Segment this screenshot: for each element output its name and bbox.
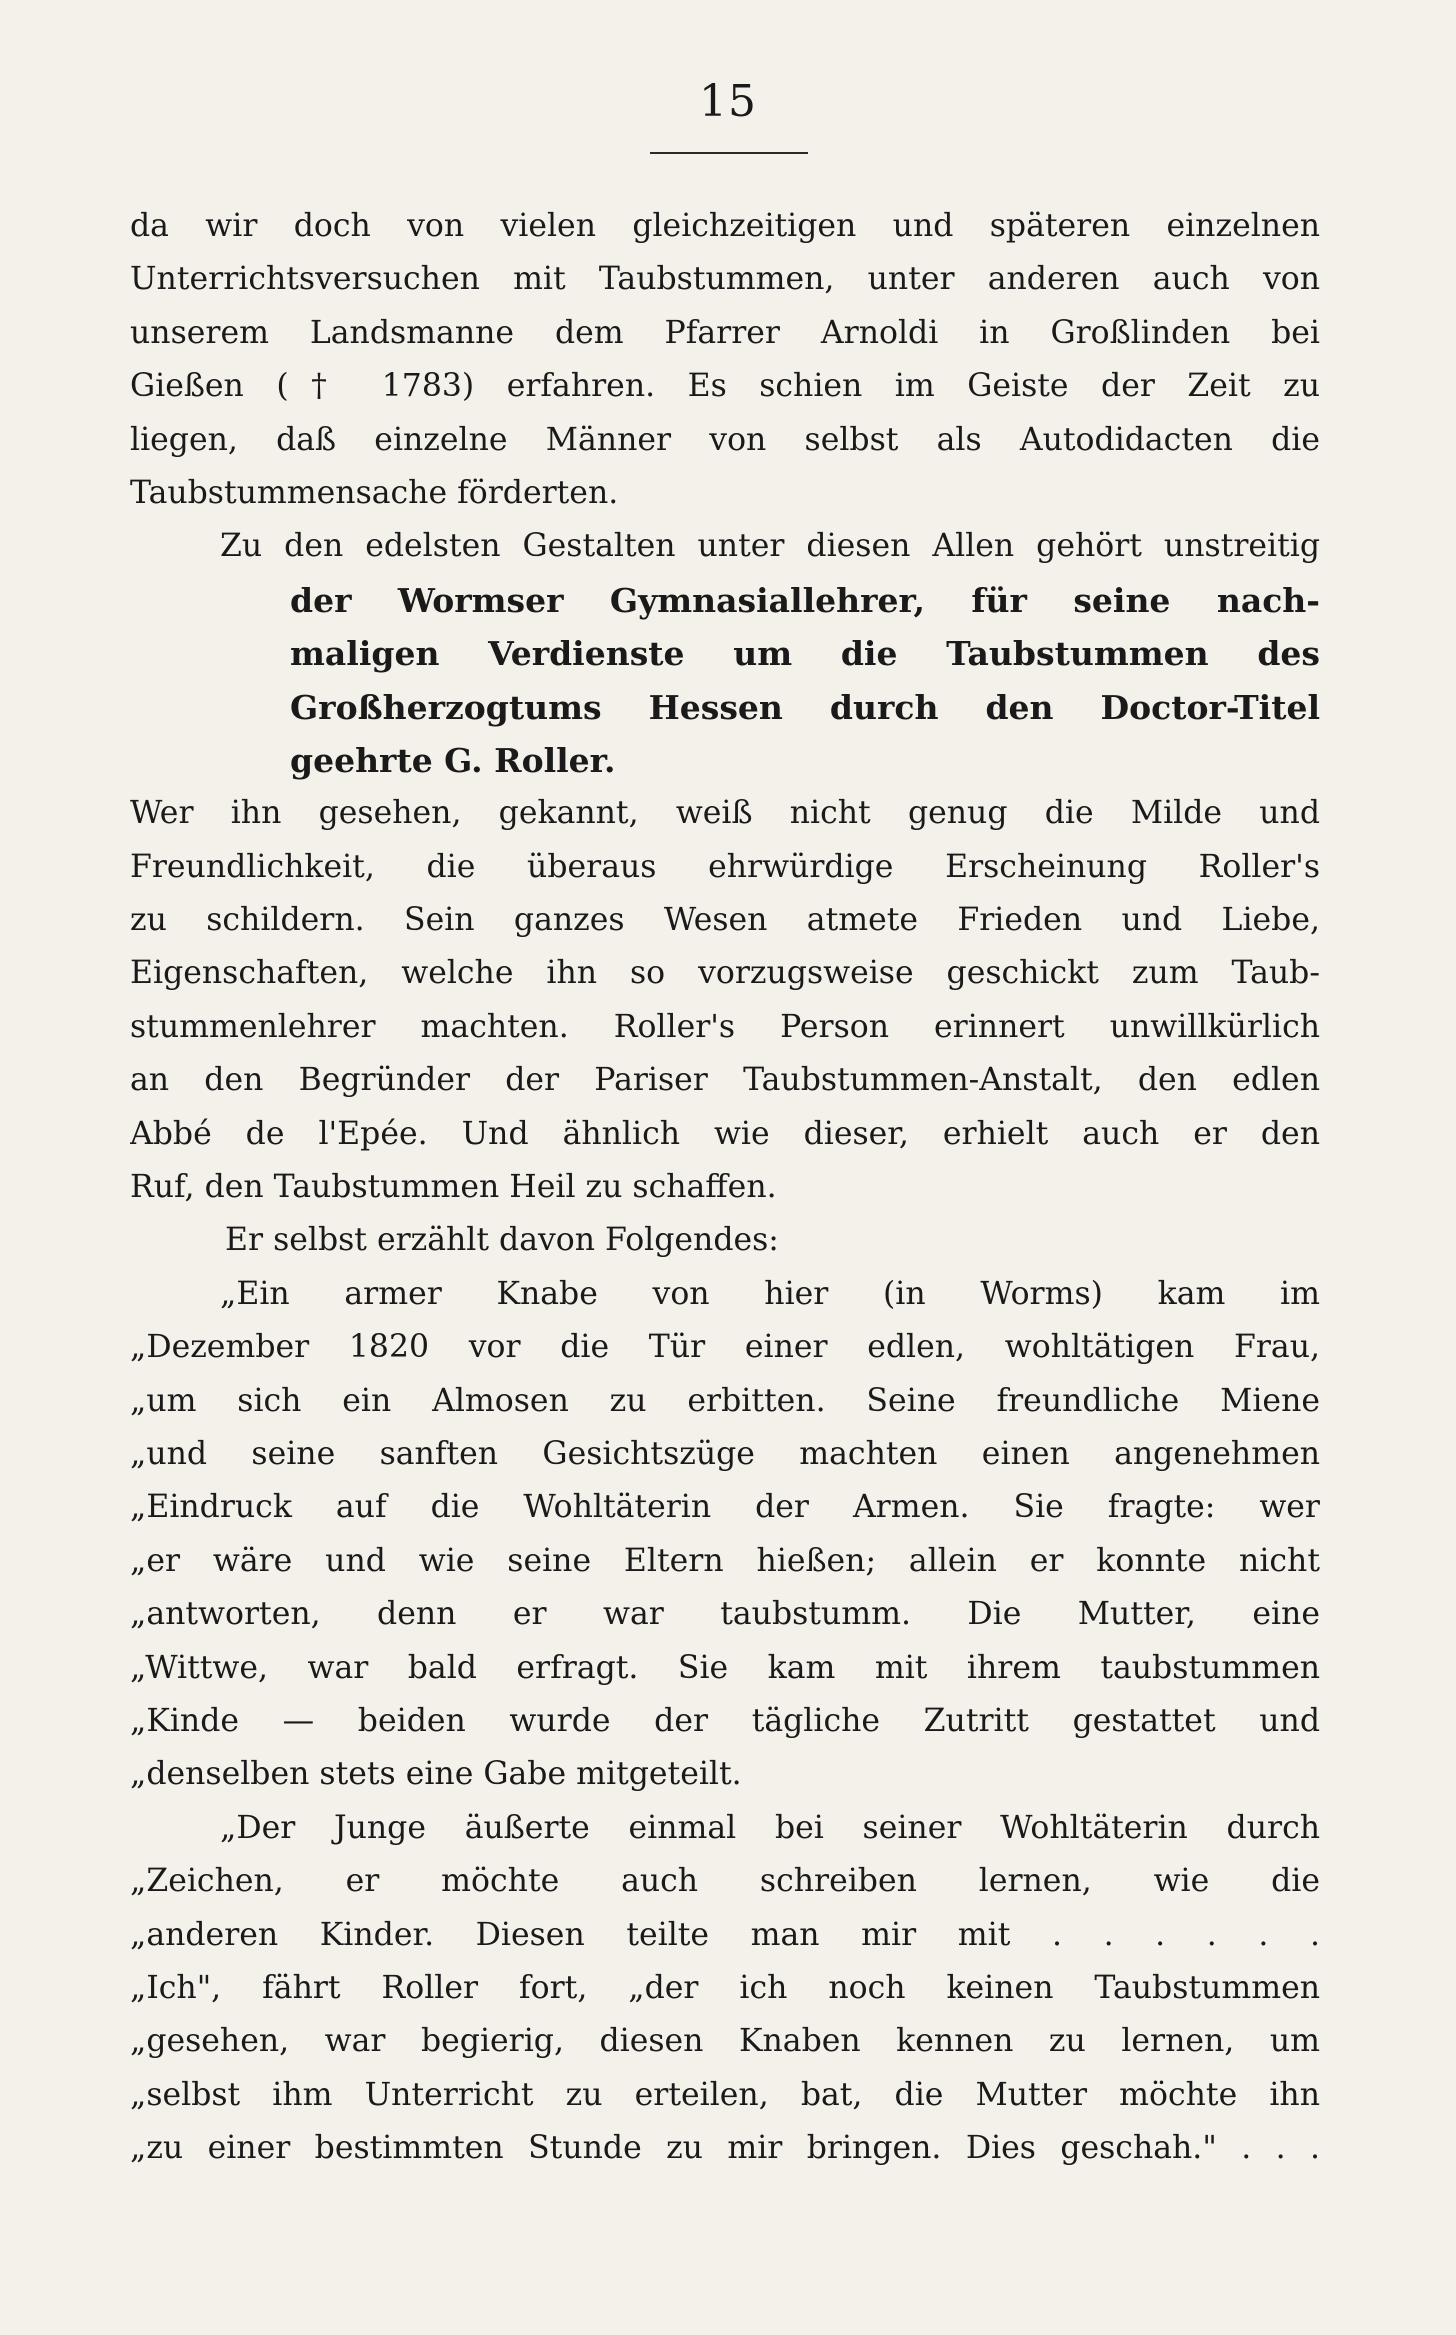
quote-line: „er wäre und wie seine Eltern hießen; allein er konnte nicht — [130, 1542, 1320, 1579]
emphasized-line: der Wormser Gymnasiallehrer, für seine nach- — [290, 580, 1320, 620]
quote-line: „um sich ein Almosen zu erbitten. Seine freundliche Miene — [130, 1382, 1320, 1419]
page-number: 15 — [699, 76, 757, 127]
quote-line: „Zeichen, er möchte auch schreiben lernen, wie die — [130, 1863, 1320, 1900]
text-line: stummenlehrer machten. Roller's Person erinnert unwillkürlich — [130, 1008, 1320, 1045]
quote-line: „antworten, denn er war taubstumm. Die Mutter, eine — [130, 1596, 1320, 1633]
body-text — [130, 200, 1320, 2175]
text-line: an den Begründer der Pariser Taubstummen-Anstalt, den edlen — [130, 1062, 1320, 1099]
text-line: Ruf, den Taubstummen Heil zu schaffen. — [130, 1169, 777, 1206]
text-line: da wir doch von vielen gleichzeitigen und späteren einzelnen — [130, 208, 1320, 244]
quote-line: „Kinde — beiden wurde der tägliche Zutritt gestattet und — [130, 1702, 1320, 1739]
text-line: unserem Landsmanne dem Pfarrer Arnoldi in Großlinden bei — [130, 314, 1320, 351]
text-line: Abbé de l'Epée. Und ähnlich wie dieser, erhielt auch er den — [130, 1115, 1320, 1152]
quote-line: „denselben stets eine Gabe mitgeteilt. — [130, 1756, 742, 1793]
quote-line: „Wittwe, war bald erfragt. Sie kam mit ihrem taubstummen — [130, 1649, 1320, 1686]
quote-line: „Eindruck auf die Wohltäterin der Armen. Sie fragte: wer — [130, 1489, 1320, 1526]
quote-line: „anderen Kinder. Diesen teilte man mir mit . . . . . . — [130, 1916, 1320, 1953]
text-line: Taubstummensache förderten. — [130, 474, 619, 511]
quote-line: „und seine sanften Gesichtszüge machten einen angenehmen — [130, 1435, 1320, 1472]
quote-line: „zu einer bestimmten Stunde zu mir bringen. Dies geschah." . . . — [130, 2130, 1320, 2167]
text-line: Wer ihn gesehen, gekannt, weiß nicht genug die Milde und — [130, 795, 1320, 832]
quote-line: „Der Junge äußerte einmal bei seiner Wohltäterin durch — [220, 1809, 1320, 1846]
quote-line: „selbst ihm Unterricht zu erteilen, bat, die Mutter möchte ihn — [130, 2076, 1320, 2113]
text-line: zu schildern. Sein ganzes Wesen atmete Frieden und Liebe, — [130, 902, 1320, 939]
text-line: Unterrichtsversuchen mit Taubstummen, unter anderen auch von — [130, 261, 1320, 298]
text-line: Zu den edelsten Gestalten unter diesen Allen gehört unstreitig — [220, 528, 1320, 565]
emphasized-line: Großherzogtums Hessen durch den Doctor-Titel — [290, 687, 1320, 727]
text-line: Er selbst erzählt davon Folgendes: — [225, 1222, 779, 1259]
quote-line: „Ein armer Knabe von hier (in Worms) kam im — [220, 1275, 1320, 1312]
quote-line: „gesehen, war begierig, diesen Knaben kennen zu lernen, um — [130, 2023, 1320, 2060]
emphasized-line: maligen Verdienste um die Taubstummen des — [290, 634, 1320, 674]
page-header — [0, 76, 1456, 127]
text-line: Freundlichkeit, die überaus ehrwürdige Erscheinung Roller's — [130, 848, 1320, 885]
quote-line: „Ich", fährt Roller fort, „der ich noch keinen Taubstummen — [130, 1969, 1320, 2006]
text-line: liegen, daß einzelne Männer von selbst als Autodidacten die — [130, 421, 1320, 458]
header-rule — [650, 152, 808, 154]
quote-line: „Dezember 1820 vor die Tür einer edlen, wohltätigen Frau, — [130, 1329, 1320, 1366]
text-line: Eigenschaften, welche ihn so vorzugsweise geschickt zum Taub- — [130, 955, 1320, 992]
emphasized-line: geehrte G. Roller. — [290, 740, 616, 780]
text-line: Gießen († 1783) erfahren. Es schien im Geiste der Zeit zu — [130, 368, 1320, 405]
